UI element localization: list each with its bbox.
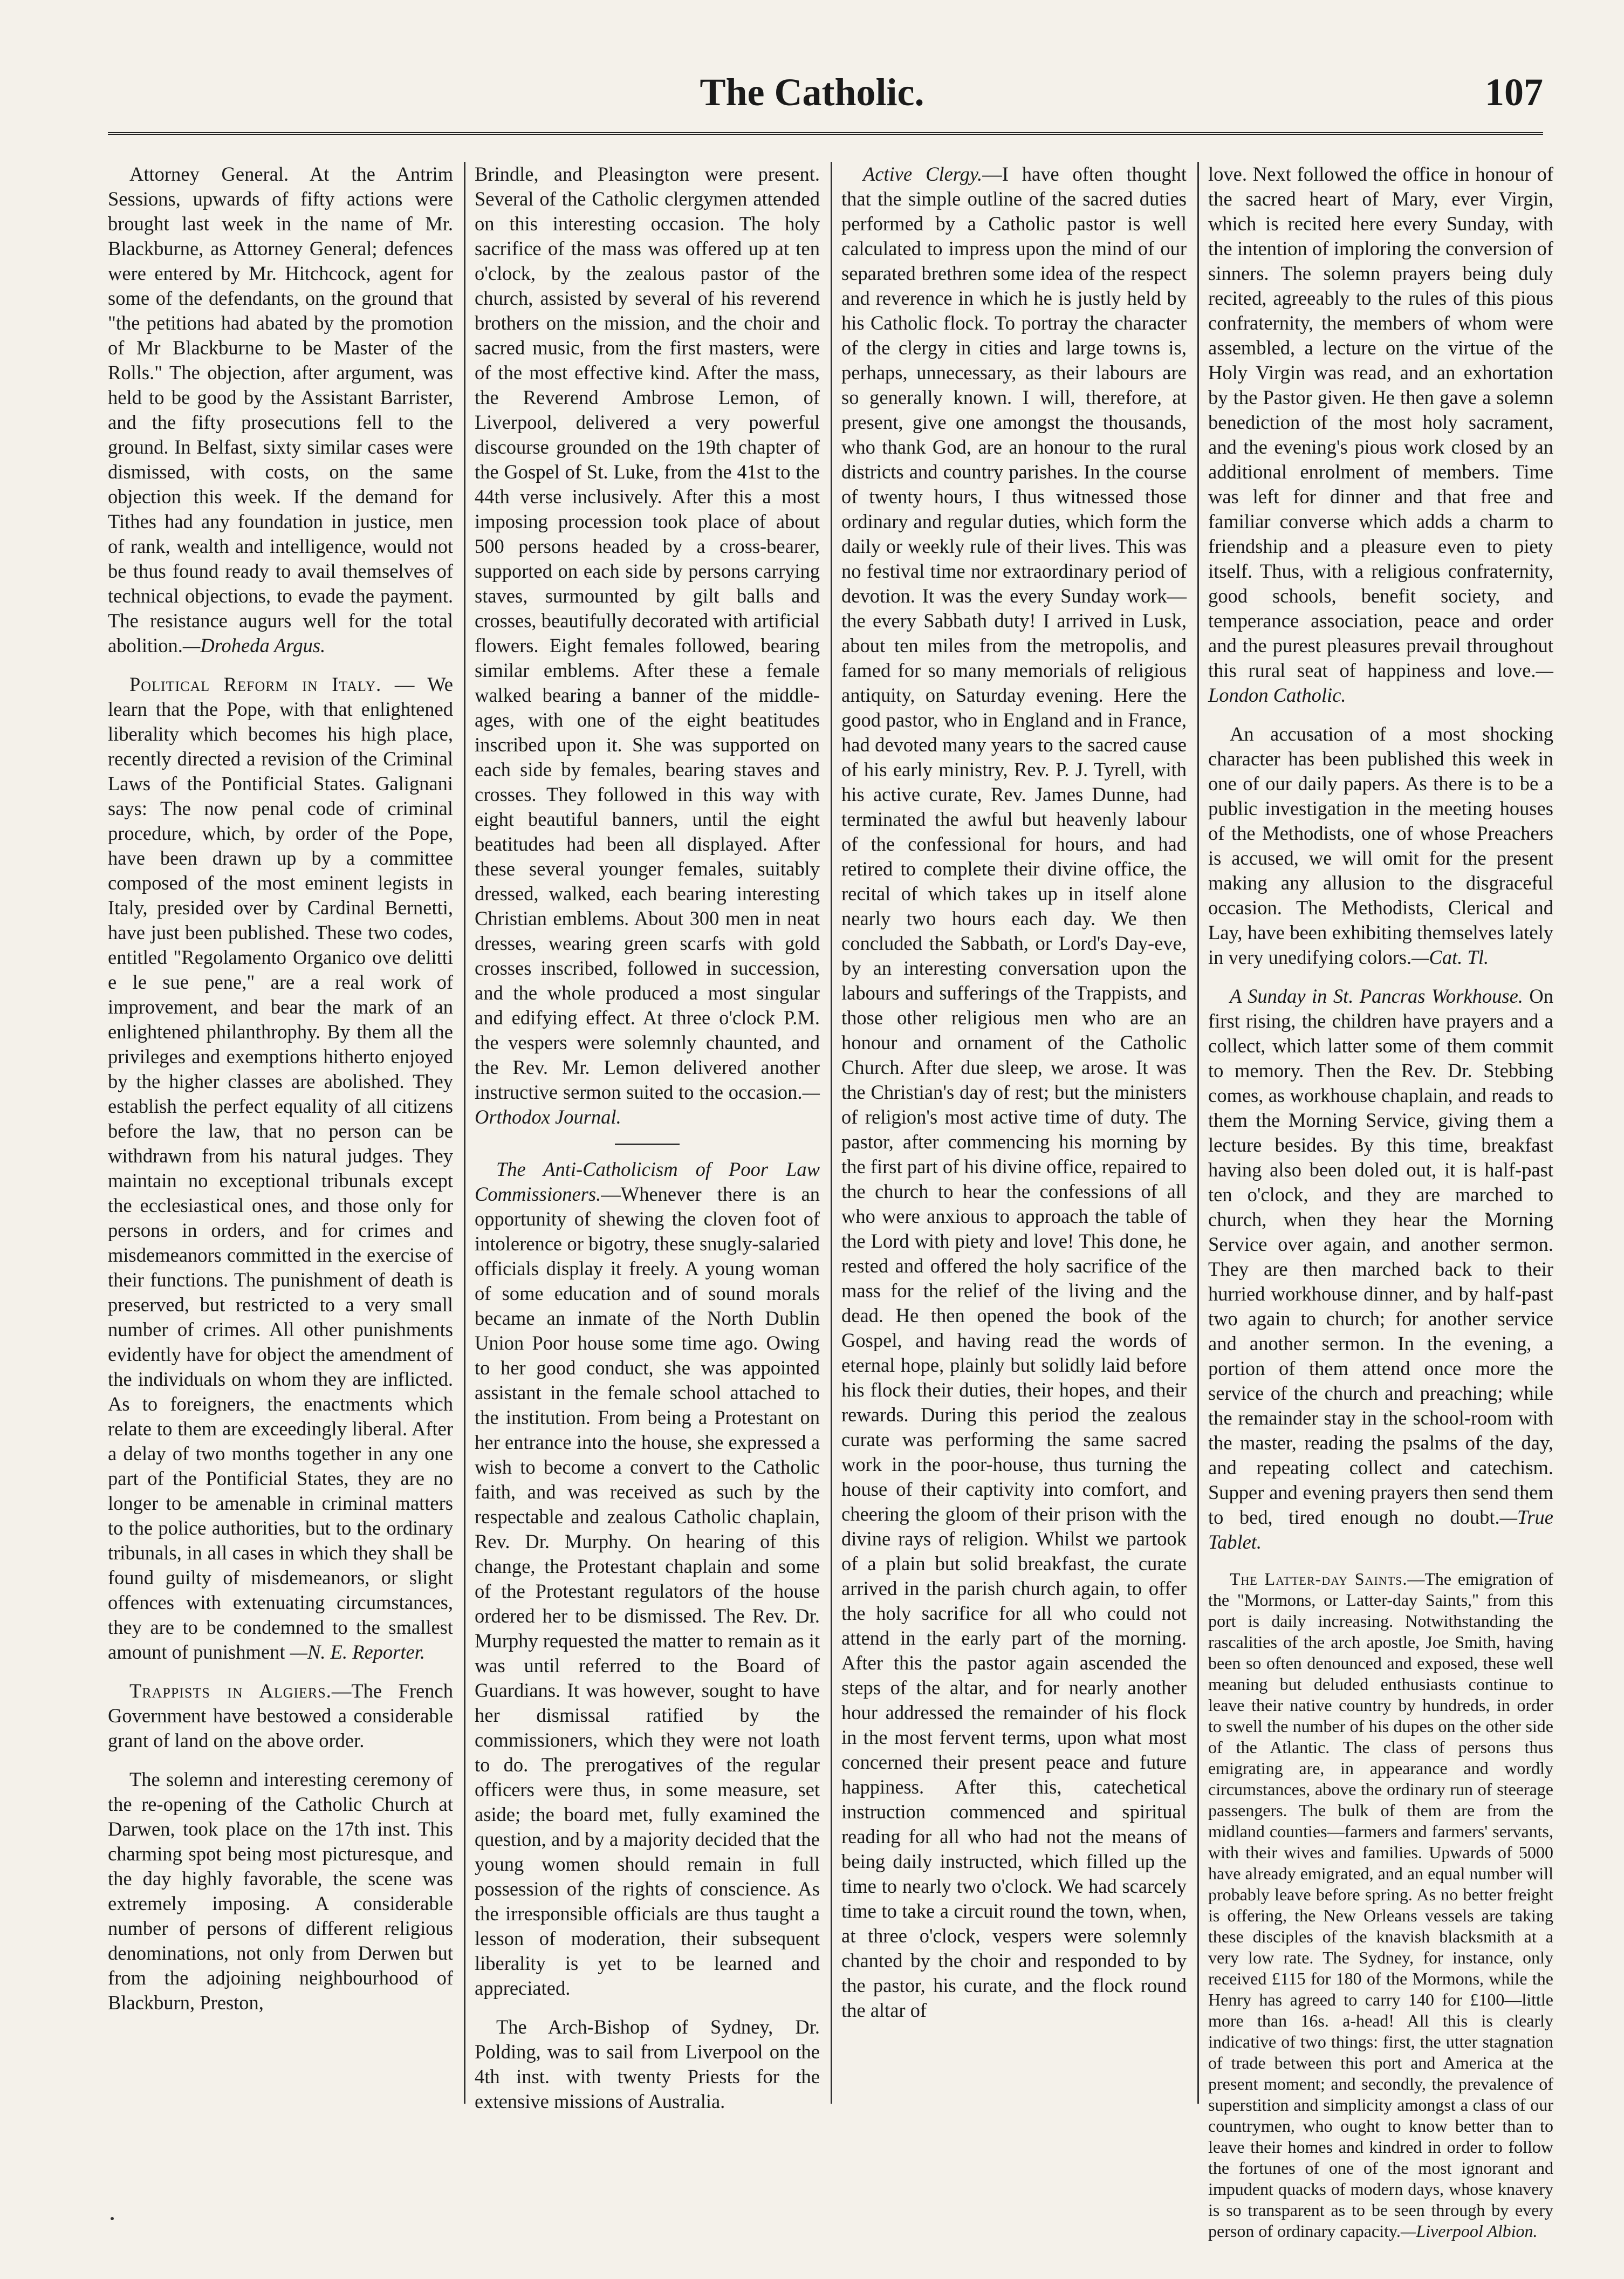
article-paragraph [1208, 1569, 1553, 2242]
article-text: —I have often thought that the simple outline of the sacred duties performed by a Catholic pastor is well calculated to impress upon the mind of our separated brethren some idea of the respect and reverence in which he is justly held by his Catholic flock. To portray the character of the clergy in cities and large towns is, perhaps, unnecessary, as their labours are so generally known. I will, therefore, at present, give one amongst the thousands, who thank God, are an honour to the rural districts and country parishes. In the course of twenty hours, I thus witnessed those ordinary and regular duties, which form the daily or weekly rule of their lives. This was no festival time nor extraordinary period of devotion. It was the every Sunday work—the every Sabbath duty! I arrived in Lusk, about ten miles from the metropolis, and famed for so many memorials of religious antiquity, on Saturday evening. Here the good pastor, who in England and in France, had devoted many years to the sacred cause of his early ministry, Rev. P. J. Tyrell, with his active curate, Rev. James Dunne, had terminated the awful but heavenly labour of the confessional for hours, and had retired to complete their divine office, the recital of which takes up in itself alone nearly two hours each day. We then concluded the Sabbath, or Lord's Day-eve, by an interesting conversation upon the labours and sufferings of the Trappists, and those other religious men who are an honour and ornament of the Catholic Church. After due sleep, we arose. It was the Christian's day of rest; but the ministers of religion's most active time of duty. The pastor, after commencing his morning by the first part of his divine office, repaired to the church to hear the confessions of all who were anxious to approach the table of the Lord with piety and love! This done, he rested and offered the holy sacrifice of the mass for the relief of the living and the dead. He then opened the book of the Gospel, and having read the words of eternal hope, plainly but solidly laid before his flock their duties, their hopes, and their rewards. During this period the zealous curate was performing the same sacred work in the poor-house, thus turning the house of their captivity into comfort, and cheering the gloom of their prison with the divine rays of religion. Whilst we partook of a plain but solid breakfast, the curate arrived in the parish church again, to offer the holy sacrifice for all who could not attend in the early part of the morning. After this the pastor again ascended the steps of the altar, and for nearly another hour addressed the remainder of his flock in the most fervent terms, upon what most concerned their present peace and future happiness. After this, catechetical instruction commenced and spiritual reading for all who had not the means of being daily instructed, which filled up the time to nearly two o'clock. We had scarcely time to take a circuit round the town, when, at three o'clock, vespers were solemnly chanted by the choir and responded to by the pastor, his curate, and the flock round the altar of [841, 163, 1187, 2021]
column-divider [831, 162, 832, 2104]
article-heading: A Sunday in St. Pancras Workhouse. [1230, 985, 1523, 1007]
article-text: Brindle, and Pleasington were present. Several of the Catholic clergymen attended on this interesting occasion. The holy sacrifice of the mass was offered up at ten o'clock, by the zealous pastor of the church, assisted by several of his reverend brothers on the mission, and the choir and sacred music, from the first masters, were of the most effective kind. After the mass, the Reverend Ambrose Lemon, of Liverpool, delivered a very powerful discourse grounded on the 19th chapter of the Gospel of St. Luke, from the 41st to the 44th verse inclusively. After this a most imposing procession took place of about 500 persons headed by a cross-bearer, supported on each side by persons carrying staves, surmounted by gilt balls and crosses, beautifully decorated with artificial flowers. Eight females followed, bearing similar emblems. After these a female walked bearing a banner of the middle-ages, with one of the eight beatitudes inscribed upon it. She was supported on each side by females, bearing staves and crosses. They followed in this way with eight beautiful banners, until the eight beatitudes had been all displayed. After these several younger females, suitably dressed, walked, each bearing interesting Christian emblems. About 300 men in neat dresses, wearing green scarfs with gold crosses inscribed, followed in succession, and the whole produced a most singular and edifying effect. At three o'clock P.M. the vespers were solemnly chaunted, and the Rev. Mr. Lemon delivered another instructive sermon suited to the occasion. [475, 163, 820, 1103]
article-paragraph [841, 162, 1187, 2023]
page-header [0, 0, 1624, 129]
column-2 [475, 162, 820, 2212]
article-paragraph [475, 162, 820, 1130]
article-text: The solemn and interesting ceremony of the re-opening of the Catholic Church at Darwen, took place on the 17th inst. This charming spot being most picturesque, and the day highly favorable, the scene was extremely imposing. A considerable number of persons of different religious denominations, not only from Derwen but from the adjoining neighbourhood of Blackburn, Preston, [108, 1768, 453, 2014]
article-heading: The Anti-Catholicism of Poor Law Commissioners. [475, 1158, 820, 1205]
article-text: On first rising, the children have prayers and a collect, which latter some of them commit to memory. Then the Rev. Dr. Stebbing comes, as workhouse chaplain, and reads to them the Morning Service, giving them a lecture besides. By this time, breakfast having also been doled out, it is half-past ten o'clock, and they are marched to church, when they hear the Morning Service over again, and another sermon. They are then marched back to their hurried workhouse dinner, and by half-past two again to church; for another service and another sermon. In the evening, a portion of them attend once more the service of the church and preaching; while the remainder stay in the school-room with the master, reading the psalms of the day, and repeating collect and catechism. Supper and evening prayers then send them to bed, tired enough no doubt. [1208, 985, 1554, 1528]
article-paragraph [1208, 984, 1553, 1555]
article-credit: —Droheda Argus. [182, 634, 326, 656]
article-heading: The Latter-day Saints. [1230, 1569, 1408, 1589]
article-paragraph [108, 162, 453, 658]
page-title: The Catholic. [700, 71, 924, 114]
column-1 [108, 162, 453, 2212]
header-rule [108, 132, 1543, 135]
article-credit: —Liverpool Albion. [1400, 2221, 1538, 2241]
article-credit: —True Tablet. [1208, 1506, 1553, 1553]
article-heading: Trappists in Algiers. [129, 1680, 332, 1702]
article-heading: Political Reform in Italy. [129, 673, 382, 695]
column-divider [464, 162, 465, 2104]
article-paragraph [475, 2015, 820, 2114]
page-number: 107 [1485, 71, 1543, 114]
article-paragraph [1208, 722, 1553, 970]
section-divider [615, 1144, 680, 1145]
article-credit: —Orthodox Journal. [475, 1081, 820, 1128]
print-mark [111, 2217, 114, 2220]
article-paragraph [1208, 162, 1553, 708]
article-credit: —Cat. Tl. [1411, 946, 1489, 968]
article-text: An accusation of a most shocking character has been published this week in one of our daily papers. As there is to be a public investigation in the meeting houses of the Methodists, one of whose Preachers is accused, we will omit for the present making any allusion to the disgraceful occasion. The Methodists, Clerical and Lay, have been exhibiting themselves lately in very unedifying colors. [1208, 723, 1553, 968]
column-divider [1197, 162, 1199, 2104]
article-text: The Arch-Bishop of Sydney, Dr. Polding, was to sail from Liverpool on the 4th inst. with twenty Priests for the extensive missions of Australia. [475, 2016, 820, 2112]
article-text: — We learn that the Pope, with that enlightened liberality which becomes his high place, recently directed a revision of the Criminal Laws of the Pontificial States. Galignani says: The now penal code of criminal procedure, which, by order of the Pope, have been drawn up by a committee composed of the most eminent legists in Italy, presided over by Cardinal Bernetti, have just been published. These two codes, entitled "Regolamento Organico ove delitti e le sue pene," are a real work of improvement, and bear the mark of an enlightened philanthrophy. By them all the privileges and exemptions hitherto enjoyed by the higher classes are abolished. They establish the perfect equality of all citizens before the law, that no person can be withdrawn from his natural judges. They maintain no exceptional tribunals except the ecclesiastical ones, and those only for persons in orders, and for crimes and misdemeanors committed in the exercise of their functions. The punishment of death is preserved, but restricted to a very small number of crimes. All other punishments evidently have for object the amendment of the individuals on whom they are inflicted. As to foreigners, the enactments which relate to them are exceedingly liberal. After a delay of two months together in any one part of the Pontificial States, they are no longer to be amenable in criminal matters to the police authorities, but to the ordinary tribunals, in all cases in which they shall be found guilty of misdemeanors, or slight offences with extenuating circumstances, they are to be condemned to the smallest amount of punishment [108, 673, 453, 1663]
article-text: —The French Government have bestowed a considerable grant of land on the above order. [108, 1680, 453, 1751]
article-paragraph [475, 1157, 820, 2001]
article-text: —Whenever there is an opportunity of shewing the cloven foot of intolerence or bigotry, these snugly-salaried officials display it freely. A young woman of some education and of sound morals became an inmate of the North Dublin Union Poor house some time ago. Owing to her good conduct, she was appointed assistant in the female school attached to the institution. From being a Protestant on her entrance into the house, she expressed a wish to become a convert to the Catholic faith, and was received as such by the respectable and zealous Catholic chaplain, Rev. Dr. Murphy. On hearing of this change, the Protestant chaplain and some of the Protestant regulators of the house ordered her to be dismissed. The Rev. Dr. Murphy requested the matter to remain as it was until referred to the Board of Guardians. It was however, sought to have her dismissal ratified by the commissioners, which they were not loath to do. The prerogatives of the regular officers were thus, in some measure, set aside; the board met, fully examined the question, and by a majority decided that the young women should remain in full possession of the rights of conscience. As the irresponsible officials are thus taught a lesson of moderation, their subsequent liberality is yet to be learned and appreciated. [475, 1183, 820, 1999]
article-text: Attorney General. At the Antrim Sessions, upwards of fifty actions were brought last week in the name of Mr. Blackburne, as Attorney General; defences were entered by Mr. Hitchcock, agent for some of the defendants, on the ground that "the petitions had abated by the promotion of Mr Blackburne to be Master of the Rolls." The objection, after argument, was held to be good by the Assistant Barrister, and the fifty prosecutions fell to the ground. In Belfast, sixty similar cases were dismissed, with costs, on the same objection this week. If the demand for Tithes had any foundation in justice, men of rank, wealth and intelligence, would not be thus found ready to avail themselves of technical objections, to evade the payment. The resistance augurs well for the total abolition. [108, 163, 453, 656]
article-heading: Active Clergy. [863, 163, 983, 185]
article-text: —The emigration of the "Mormons, or Latter-day Saints," from this port is daily increasing. Notwithstanding the rascalities of the arch apostle, Joe Smith, having been so often denounced and exposed, these well meaning but deluded enthusiasts continue to leave their native country by hundreds, in order to swell the number of his dupes on the other side of the Atlantic. The class of persons thus emigrating are, in appearance and wordly circumstances, above the ordinary run of steerage passengers. The bulk of them are from the midland counties—farmers and farmers' servants, with their wives and families. Upwards of 5000 have already emigrated, and an equal number will probably leave before spring. As no better freight is offering, the New Orleans vessels are taking these disciples of the knavish blacksmith at a very low rate. The Sydney, for instance, only received £115 for 180 of the Mormons, while the Henry has agreed to carry 140 for £100—little more than 16s. a-head! All this is clearly indicative of two things: first, the utter stagnation of trade between this port and America at the present moment; and secondly, the prevalence of superstition and simplicity amongst a class of our countrymen, who ought to know better than to leave their homes and kindred in order to follow the fortunes of one of the most ignorant and impudent quacks of modern days, whose knavery is so transparent as to be seen through by every person of ordinary capacity. [1208, 1569, 1554, 2241]
article-paragraph [108, 1679, 453, 1753]
column-4 [1208, 162, 1554, 2241]
article-text: love. Next followed the office in honour of the sacred heart of Mary, ever Virgin, which is recited here every Sunday, with the intention of imploring the conversion of sinners. The solemn prayers being duly recited, agreeably to the rules of this pious confraternity, the members of whom were assembled, a lecture on the virtue of the Holy Virgin was read, and an exhortation by the Pastor given. He then gave a solemn benediction of the most holy sacrament, and the evening's pious work closed by an additional enrolment of members. Time was left for dinner and that free and familiar converse which adds a charm to friendship and a pleasure even to piety itself. Thus, with a religious confraternity, good schools, benefit society, and temperance association, peace and order and the purest pleasures prevail throughout this rural seat of happiness and love. [1208, 163, 1553, 681]
article-credit: —N. E. Reporter. [285, 1641, 426, 1663]
article-paragraph [108, 1767, 453, 2015]
article-credit: —London Catholic. [1208, 659, 1553, 706]
column-3 [841, 162, 1187, 2212]
article-paragraph [108, 672, 453, 1665]
